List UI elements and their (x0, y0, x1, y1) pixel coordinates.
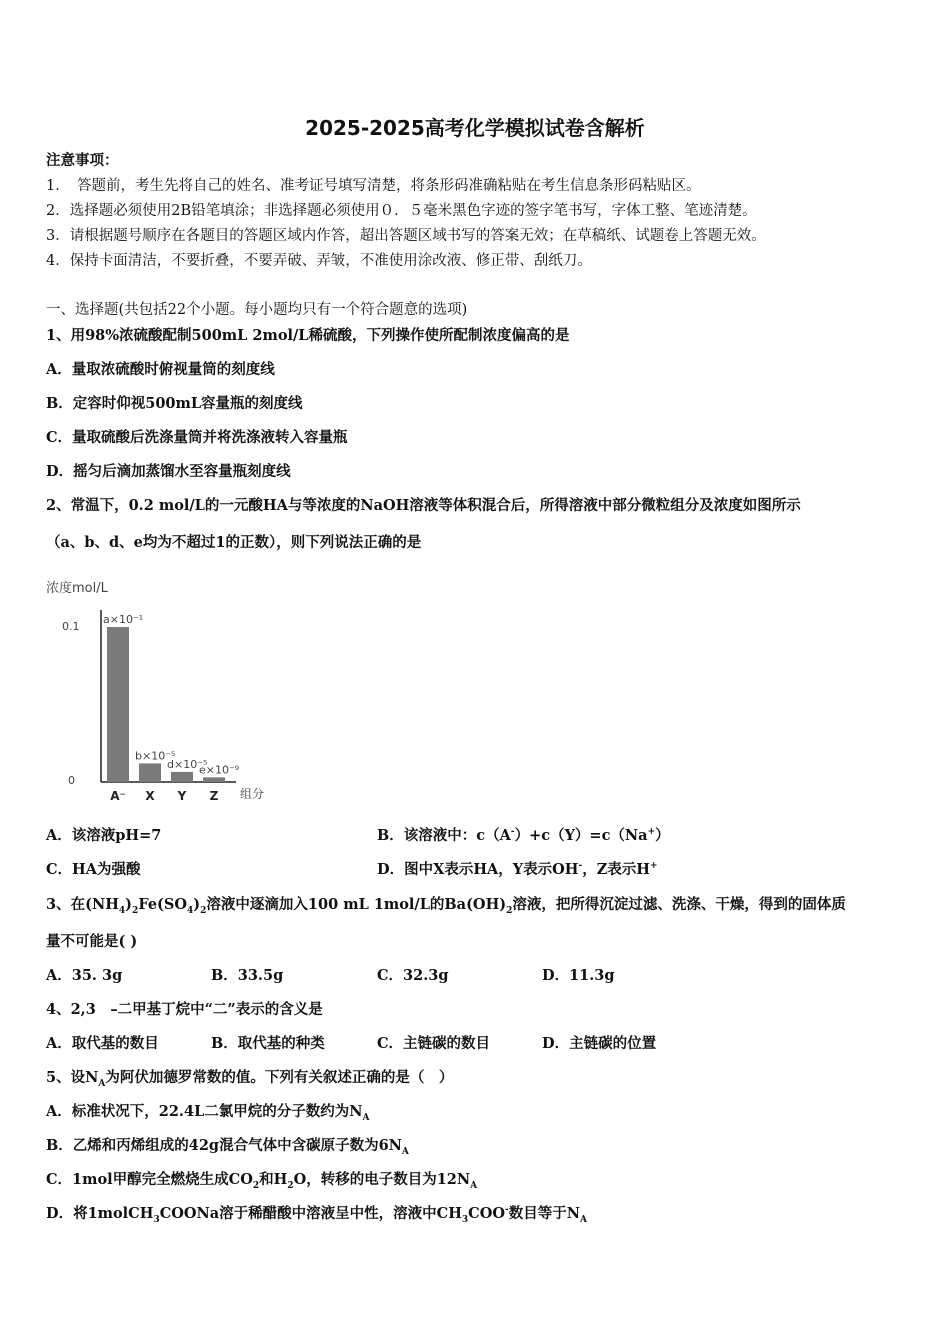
ytick-label-top: 0.1 (62, 620, 80, 633)
q4-option-b: B．取代基的种类 (211, 1035, 325, 1052)
q2-option-c: C．HA为强酸 (46, 861, 141, 878)
category-tick-label: A⁻ (110, 789, 126, 803)
bar-2 (171, 772, 193, 782)
notice-item: 1． 答题前，考生先将自己的姓名、准考证号填写清楚，将条形码准确粘贴在考生信息条形码粘贴区。 (46, 178, 701, 194)
concentration-bar-chart (40, 572, 280, 808)
q5-stem: 5、设$N_A$为阿伏加德罗常数的值。下列有关叙述正确的是（ ） (46, 1069, 454, 1089)
q1-option-a: A．量取浓硫酸时俯视量筒的刻度线 (46, 361, 275, 378)
q1-option-d: D．摇匀后滴加蒸馏水至容量瓶刻度线 (46, 463, 291, 480)
bar-data-label: b×10⁻⁵ (135, 749, 176, 763)
bar-1 (139, 763, 161, 782)
q5-option-a: A．标准状况下，22.4L二氯甲烷的分子数约为$N_A$ (46, 1103, 370, 1123)
bar-3 (203, 777, 225, 782)
bar-data-label: e×10⁻⁹ (199, 763, 240, 777)
bar-0 (107, 627, 129, 782)
chart-xlabel: 组分 (240, 787, 265, 801)
bar-data-label: a×10⁻¹ (103, 613, 144, 626)
category-tick-label: Y (177, 789, 187, 803)
q3-option-d: D．11.3g (542, 967, 615, 984)
q2-option-a: A．该溶液pH=7 (46, 827, 162, 844)
q3-stem: 3、在$(NH_4)_2Fe(SO_4)_2$溶液中逐滴加入100 mL 1mol/L的$Ba(OH)_2$溶液，把所得沉淀过滤、洗涤、干燥，得到的固体质 (46, 896, 846, 916)
q3-option-a: A．35. 3g (46, 967, 123, 984)
q4-option-c: C．主链碳的数目 (377, 1035, 491, 1052)
category-tick-label: X (145, 789, 155, 803)
q2-option-d: D．图中X表示HA，Y表示OH-，Z表示H+ (377, 861, 658, 878)
q3-option-b: B．33.5g (211, 967, 284, 984)
bar-data-label: d×10⁻⁵ (167, 757, 208, 771)
q1-stem: 1、用98%浓硫酸配制500mL 2mol/L稀硫酸，下列操作使所配制浓度偏高的是 (46, 327, 570, 344)
q4-option-a: A．取代基的数目 (46, 1035, 159, 1052)
q2-stem-cont: （a、b、d、e均为不超过1的正数），则下列说法正确的是 (46, 534, 422, 551)
ytick-label-zero: 0 (68, 774, 75, 787)
q1-option-b: B．定容时仰视500mL容量瓶的刻度线 (46, 395, 303, 412)
q2-stem: 2、常温下，0.2 mol/L的一元酸HA与等浓度的NaOH溶液等体积混合后，所得溶液中部分微粒组分及浓度如图所示 (46, 497, 801, 514)
q4-option-d: D．主链碳的位置 (542, 1035, 657, 1052)
page-title: 2025-2025高考化学模拟试卷含解析 (305, 116, 645, 140)
q2-option-b: B．该溶液中：c（A-）+c（Y）=c（Na+） (377, 827, 670, 844)
notice-item: 3．请根据题号顺序在各题目的答题区域内作答，超出答题区域书写的答案无效；在草稿纸、试题卷上答题无效。 (46, 228, 766, 244)
q1-option-c: C．量取硫酸后洗涤量筒并将洗涤液转入容量瓶 (46, 429, 348, 446)
q3-option-c: C．32.3g (377, 967, 449, 984)
q5-option-b: B．乙烯和丙烯组成的42g混合气体中含碳原子数为$6N_A$ (46, 1137, 409, 1157)
q4-stem: 4、2,3 –二甲基丁烷中“二”表示的含义是 (46, 1001, 323, 1018)
q5-option-d: D．将1molCH$_3$COONa溶于稀醋酸中溶液呈中性，溶液中$CH_3COO^-$数目等于$N_A$ (46, 1205, 587, 1225)
q5-option-c: C．1mol甲醇完全燃烧生成$CO_2$和$H_2O$，转移的电子数目为$12N_A$ (46, 1171, 478, 1191)
category-tick-label: Z (209, 789, 219, 803)
notice-item: 4．保持卡面清洁，不要折叠，不要弄破、弄皱，不准使用涂改液、修正带、刮纸刀。 (46, 253, 592, 269)
q3-stem-cont: 量不可能是( ) (46, 933, 138, 950)
notice-item: 2．选择题必须使用2B铅笔填涂；非选择题必须使用０．５毫米黑色字迹的签字笔书写，字体工整、笔迹清楚。 (46, 203, 757, 219)
notice-heading: 注意事项： (46, 152, 119, 169)
section-heading: 一、选择题(共包括22个小题。每小题均只有一个符合题意的选项) (46, 302, 468, 318)
chart-ylabel: 浓度mol/L (46, 581, 108, 596)
